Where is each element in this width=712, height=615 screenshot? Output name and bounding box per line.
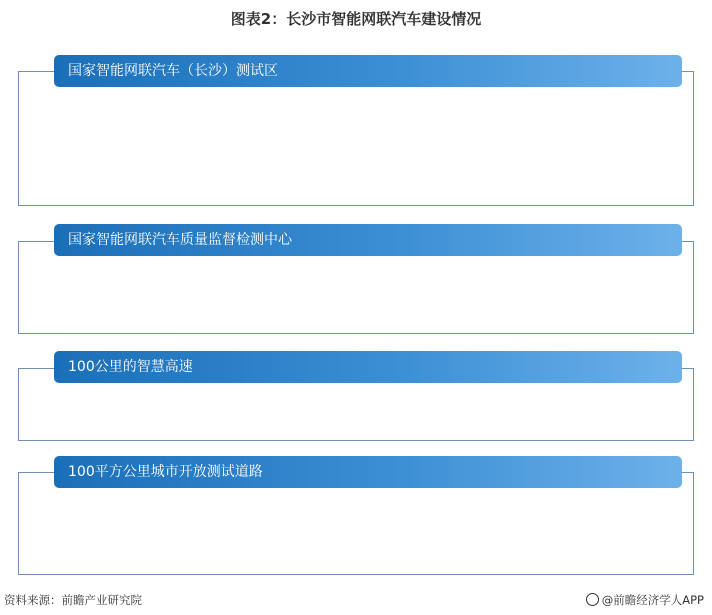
page-title: 图表2：长沙市智能网联汽车建设情况: [230, 10, 482, 28]
brand-credit-text: @前瞻经济学人APP: [601, 593, 704, 607]
section-header: 100公里的智慧高速: [54, 351, 682, 383]
section-header: 100平方公里城市开放测试道路: [54, 456, 682, 488]
section-header: 国家智能网联汽车质量监督检测中心: [54, 224, 682, 256]
brand-credit: [586, 592, 704, 608]
section-header: 国家智能网联汽车（长沙）测试区: [54, 55, 682, 87]
brand-logo-icon: [586, 593, 599, 606]
section-box: [18, 71, 694, 206]
source-note: 资料来源：前瞻产业研究院: [4, 593, 142, 607]
